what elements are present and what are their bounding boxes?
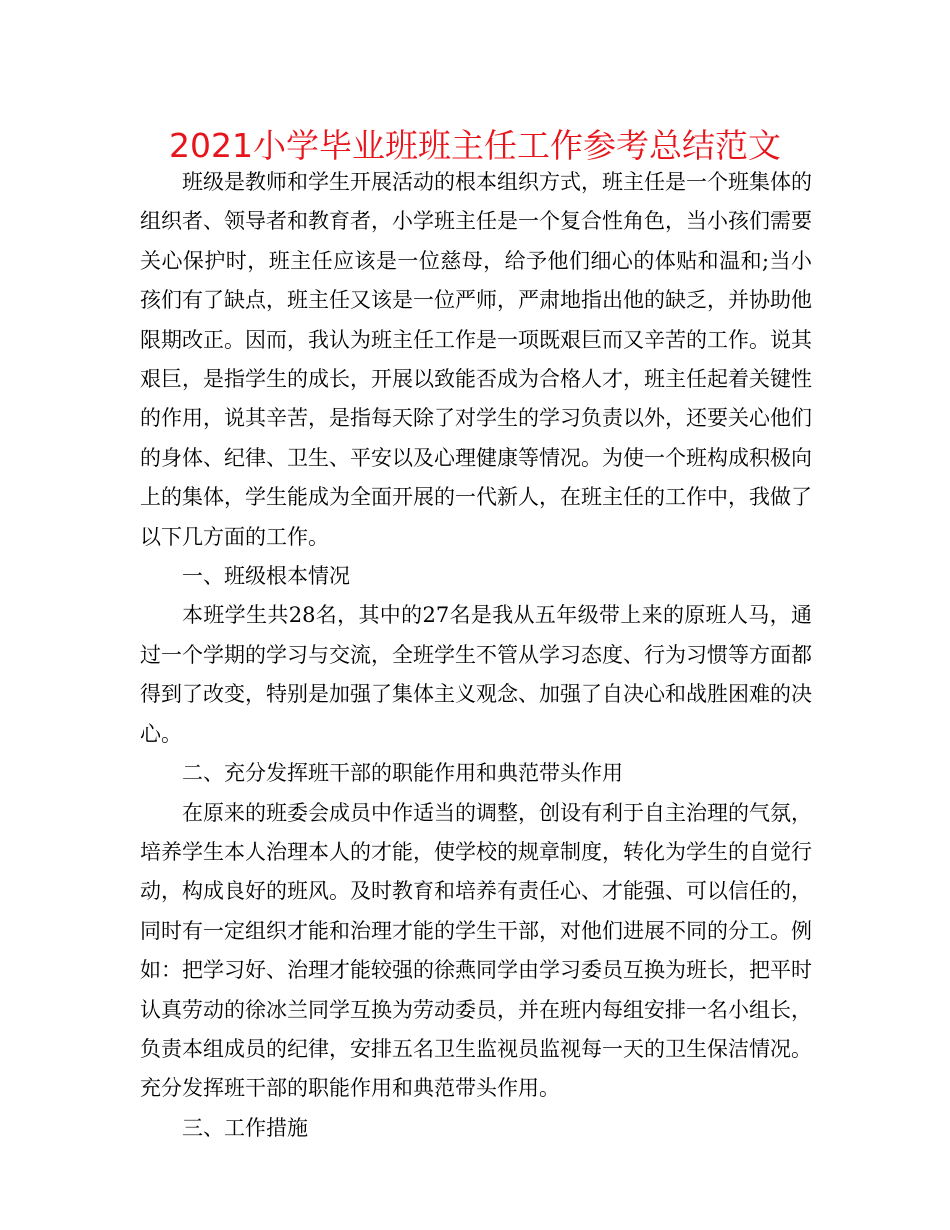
paragraph-class-info: 本班学生共28名，其中的27名是我从五年级带上来的原班人马，通过一个学期的学习与交流，全班学生不管从学习态度、行为习惯等方面都得到了改变，特别是加强了集体主义观念、加强了自决心和战胜困难的决心。 [140,603,812,746]
document-body [140,163,812,1148]
paragraph-class-cadres: 在原来的班委会成员中作适当的调整，创设有利于自主治理的气氛，培养学生本人治理本人的才能，使学校的规章制度，转化为学生的自觉行动，构成良好的班风。及时教育和培养有责任心、才能强、可以信任的，同时有一定组织才能和治理才能的学生干部，对他们进展不同的分工。例如：把学习好、治理才能较强的徐燕同学由学习委员互换为班长，把平时认真劳动的徐冰兰同学互换为劳动委员，并在班内每组安排一名小组长，负责本组成员的纪律，安排五名卫生监视员监视每一天的卫生保洁情况。充分发挥班干部的职能作用和典范带头作用。 [140,800,812,1101]
document-title: 2021小学毕业班班主任工作参考总结范文 [169,126,781,165]
section-heading-3: 三、工作措施 [182,1115,308,1140]
section-heading-1: 一、班级根本情况 [182,564,350,589]
section-heading-2: 二、充分发挥班干部的职能作用和典范带头作用 [182,761,623,786]
paragraph-intro: 班级是教师和学生开展活动的根本组织方式，班主任是一个班集体的组织者、领导者和教育者，小学班主任是一个复合性角色，当小孩们需要关心保护时，班主任应该是一位慈母，给予他们细心的体贴和温和;当小孩们有了缺点，班主任又该是一位严师，严肃地指出他的缺乏，并协助他限期改正。因而，我认为班主任工作是一项既艰巨而又辛苦的工作。说其艰巨，是指学生的成长，开展以致能否成为合格人才，班主任起着关键性的作用，说其辛苦，是指每天除了对学生的学习负责以外，还要关心他们的身体、纪律、卫生、平安以及心理健康等情况。为使一个班构成积极向上的集体，学生能成为全面开展的一代新人，在班主任的工作中，我做了以下几方面的工作。 [140,170,812,549]
